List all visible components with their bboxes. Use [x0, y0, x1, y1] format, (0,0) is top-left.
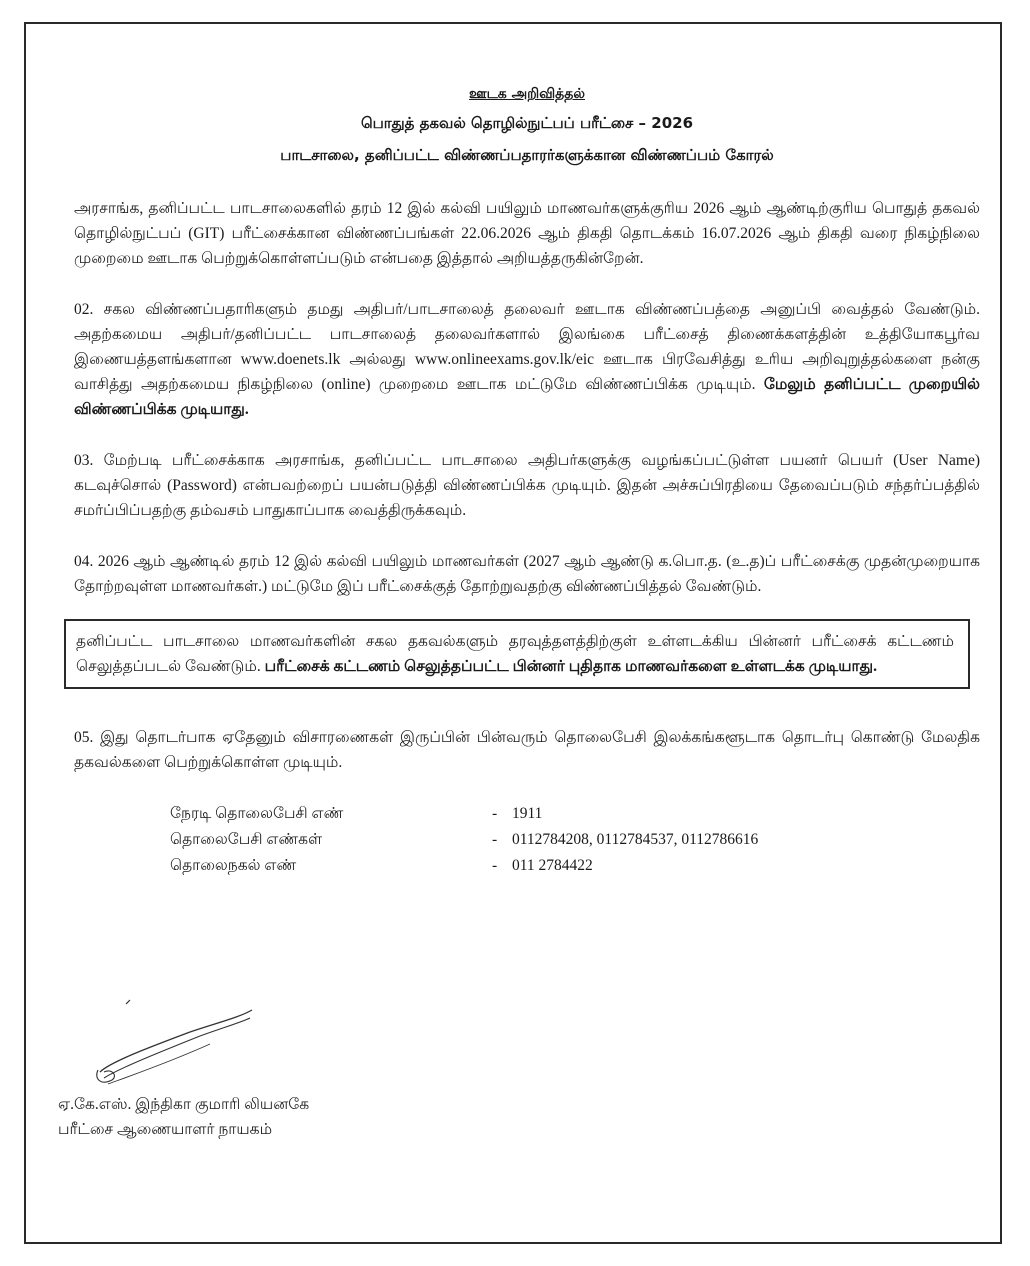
signer-name: ஏ.கே.எஸ். இந்திகா குமாரி லியனகே: [58, 1096, 310, 1113]
paragraph-1: அரசாங்க, தனிப்பட்ட பாடசாலைகளில் தரம் 12 இல் கல்வி பயிலும் மாணவர்களுக்குரிய 2026 ஆம் ஆண்டிற்குரிய பொதுத் தகவல் தொழில்நுட்பப் (GIT) பரீட்சைக்கான விண்ணப்பங்கள் 22.06.2026 ஆம் திகதி தொடக்கம் 16.07.2026 ஆம் திகதி வரை நிகழ்நிலை முறைமை ஊடாக பெற்றுக்கொள்ளப்படும் என்பதை இத்தால் அறியத்தருகின்றேன்.: [74, 200, 980, 267]
contact-row: [170, 801, 980, 827]
contact-dash: -: [492, 805, 498, 822]
heading-exam-title: பொதுத் தகவல் தொழில்நுட்பப் பரீட்சை – 2026: [360, 114, 694, 132]
heading-application-call: பாடசாலை, தனிப்பட்ட விண்ணப்பதாரர்களுக்கான விண்ணப்பம் கோரல்: [280, 146, 774, 164]
heading-media-notice: ஊடக அறிவித்தல்: [469, 86, 585, 102]
notice-box: [64, 619, 970, 689]
contact-label: தொலைபேசி எண்கள்: [170, 831, 323, 848]
paragraph-4: 04. 2026 ஆம் ஆண்டில் தரம் 12 இல் கல்வி பயிலும் மாணவர்கள் (2027 ஆம் ஆண்டு க.பொ.த. (உ.த)ப் பரீட்சைக்கு முதன்முறையாக தோற்றவுள்ள மாணவர்கள்.) மட்டுமே இப் பரீட்சைக்குத் தோற்றுவதற்கு விண்ணப்பித்தல் வேண்டும்.: [74, 553, 980, 595]
contact-dash: -: [492, 857, 498, 874]
signature-icon: [90, 992, 270, 1092]
paragraph-2-text: 02. சகல விண்ணப்பதாரிகளும் தமது அதிபர்/பாடசாலைத் தலைவர் ஊடாக விண்ணப்பத்தை அனுப்பி வைத்தல் வேண்டும். அதற்கமைய அதிபர்/தனிப்பட்ட பாடசாலைத் தலைவர்களால் இலங்கை பரீட்சைத் திணைக்களத்தின் உத்தியோகபூர்வ இணையத்தளங்களான www.doenets.lk அல்லது www.onlineexams.gov.lk/eic ஊடாக பிரவேசித்து உரிய அறிவுறுத்தல்களை நன்கு வாசித்து அதற்கமைய நிகழ்நிலை (online) முறைமை ஊடாக மட்டுமே விண்ணப்பிக்க முடியும்.: [74, 301, 980, 393]
document-headings: [74, 86, 980, 166]
contact-value: 011 2784422: [512, 857, 593, 874]
signer-block: [58, 1092, 309, 1142]
contact-row: [170, 827, 980, 853]
paragraph-5: 05. இது தொடர்பாக ஏதேனும் விசாரணைகள் இருப்பின் பின்வரும் தொலைபேசி இலக்கங்களூடாக தொடர்பு கொண்டு மேலதிக தகவல்களை பெற்றுக்கொள்ள முடியும்.: [74, 729, 980, 771]
contact-value: 0112784208, 0112784537, 0112786616: [512, 831, 759, 848]
contact-label: தொலைநகல் எண்: [170, 857, 297, 874]
signer-title: பரீட்சை ஆணையாளர் நாயகம்: [58, 1121, 273, 1138]
notice-box-bold-text: பரீட்சைக் கட்டணம் செலுத்தப்பட்ட பின்னர் புதிதாக மாணவர்களை உள்ளடக்க முடியாது.: [264, 658, 877, 675]
contact-label: நேரடி தொலைபேசி எண்: [170, 805, 344, 822]
contact-value: 1911: [512, 805, 543, 822]
paragraph-2-bold-note: மேலும் தனிப்பட்ட முறையில் விண்ணப்பிக்க முடியாது.: [74, 376, 980, 418]
contact-list: [170, 801, 980, 879]
contact-dash: -: [492, 831, 498, 848]
paragraph-3: 03. மேற்படி பரீட்சைக்காக அரசாங்க, தனிப்பட்ட பாடசாலை அதிபர்களுக்கு வழங்கப்பட்டுள்ள பயனர் பெயர் (User Name) கடவுச்சொல் (Password) என்பவற்றைப் பயன்படுத்தி விண்ணப்பிக்க முடியும். இதன் அச்சுப்பிரதியை தேவைப்படும் சந்தர்ப்பத்தில் சமர்ப்பிப்பதற்கு தம்வசம் பாதுகாப்பாக வைத்திருக்கவும்.: [74, 452, 980, 519]
document-body: [74, 80, 980, 879]
contact-row: [170, 853, 980, 879]
paragraph-2: [74, 297, 980, 422]
notice-box-text: தனிப்பட்ட பாடசாலை மாணவர்களின் சகல தகவல்களும் தரவுத்தளத்திற்குள் உள்ளடக்கிய பின்னர் பரீட்சைக் கட்டணம் செலுத்தப்படல் வேண்டும்.: [76, 633, 954, 675]
